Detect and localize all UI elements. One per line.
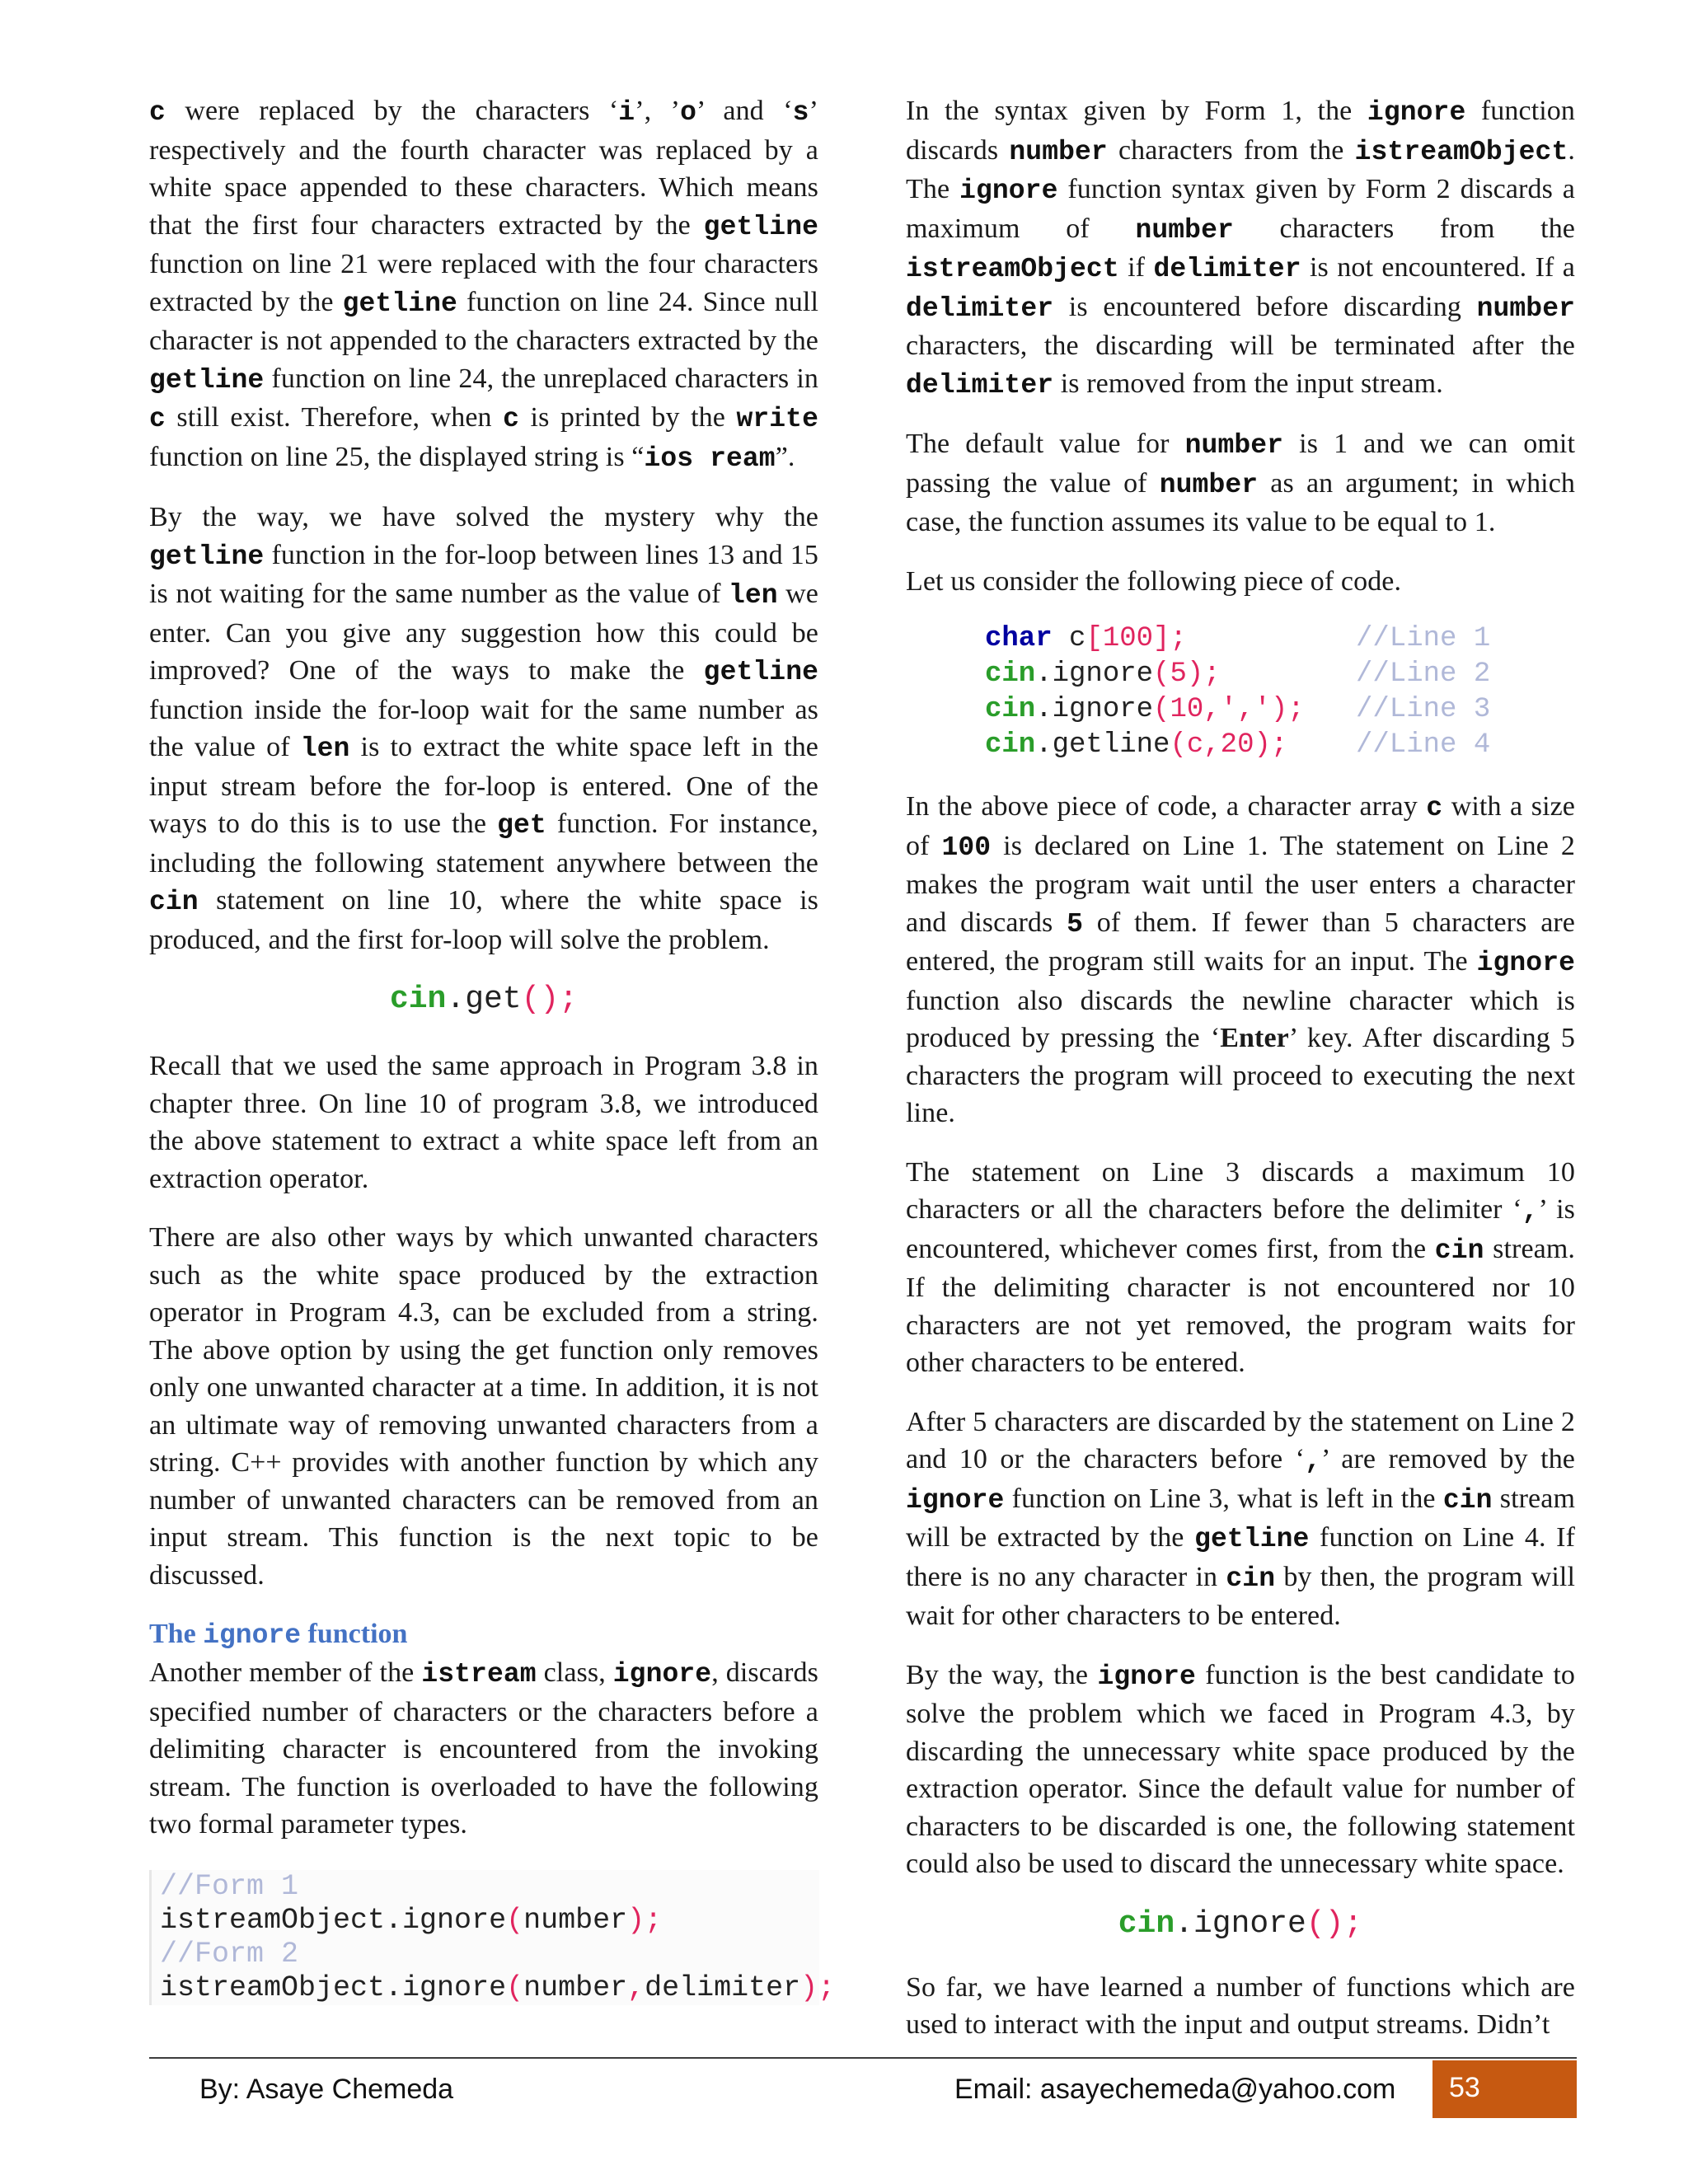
paragraph: [906, 92, 1575, 404]
text-segment: is removed from the input stream.: [1053, 368, 1443, 399]
inline-code: getline: [703, 657, 818, 687]
code-token: get: [465, 982, 522, 1017]
code-comment: //Line 4: [1356, 729, 1491, 761]
inline-code: get: [497, 810, 546, 841]
code-token: );: [627, 1903, 663, 1937]
inline-code: ignore: [1367, 97, 1466, 128]
text-segment: is not encountered. If a: [1301, 252, 1575, 283]
text-segment: Another member of the: [149, 1657, 422, 1688]
text-segment: function discards: [906, 96, 1575, 166]
right-column: [906, 92, 1575, 2065]
text-segment: There are also other ways by which unwanted characters such as the white space produced by the extraction operator in Program 4.3, can be excluded from a string. The above option by using the get function only removes only one unwanted character at a time. In addition, it is not an ultimate way of removing unwanted characters from a string. C++ provides with another function by which any number of unwanted characters can be removed from an input stream. This function is the next topic to be discussed.: [149, 1222, 818, 1591]
inline-code: s: [792, 97, 809, 128]
text-segment: ’ respectively and the fourth character was replaced by a white space appended to these characters. Which means that the first four characters extracted by the: [149, 96, 818, 241]
text-segment: is printed by the: [519, 402, 737, 433]
paragraph: [906, 1154, 1575, 1382]
code-comment: //Form 1: [160, 1869, 299, 1903]
inline-code: ignore: [612, 1659, 712, 1690]
text-segment: with a size of: [906, 791, 1575, 861]
text-segment: After 5 characters are discarded by the statement on Line 2 and 10 or the characters before ‘: [906, 1406, 1575, 1474]
text-segment: characters from the: [1107, 134, 1355, 166]
inline-code: ignore: [906, 1484, 1005, 1516]
text-segment: ’ are removed by the: [1320, 1444, 1575, 1474]
paragraph: [906, 425, 1575, 541]
inline-code: len: [728, 580, 778, 611]
inline-code: istreamObject: [906, 254, 1119, 284]
text-segment: is 1 and we can omit passing the value of: [906, 429, 1575, 499]
code-token: .ignore: [385, 1971, 507, 2004]
inline-code: len: [300, 733, 350, 764]
code-token: .ignore: [1035, 658, 1154, 690]
text-segment: stream will be extracted by the: [906, 1483, 1575, 1553]
page-number: 53: [1449, 2072, 1480, 2103]
section-heading: [149, 1615, 818, 1654]
inline-code: c: [149, 97, 166, 128]
inline-code: cin: [1226, 1563, 1276, 1594]
inline-code: c: [149, 404, 166, 434]
text-segment: function inside the for-loop wait for the same number as the value of: [149, 694, 818, 762]
heading-text: The: [149, 1619, 204, 1649]
text-segment: function on line 25, the displayed string is “: [149, 441, 645, 472]
text-segment: still exist. Therefore, when: [165, 402, 504, 433]
code-statement: [985, 692, 1356, 728]
text-segment: by then, the program will wait for other characters to be entered.: [906, 1561, 1575, 1631]
inline-code: write: [736, 404, 818, 434]
footer-email: Email: asayechemeda@yahoo.com: [954, 2074, 1396, 2105]
code-line: [985, 692, 1575, 728]
text-segment: we enter. Can you give any suggestion how this could be improved? One of the ways to make the: [149, 579, 818, 686]
code-token: .ignore: [1035, 694, 1154, 725]
code-comment: //Line 3: [1356, 694, 1491, 725]
paragraph: [906, 1657, 1575, 1883]
code-line: [160, 1971, 836, 2005]
text-segment: ’ key. After discarding 5 characters the program will proceed to executing the next line.: [906, 1023, 1575, 1128]
code-token: c: [1052, 623, 1086, 654]
inline-code: ignore: [1097, 1661, 1196, 1692]
left-column: [149, 92, 836, 2030]
code-token: ();: [521, 982, 579, 1017]
text-segment: function in the for-loop between lines 13 and 15 is not waiting for the same number as the value of: [149, 539, 818, 609]
code-line: [985, 657, 1575, 692]
text-segment: were replaced by the characters ‘: [165, 96, 619, 126]
inline-code: number: [1135, 214, 1234, 246]
code-token: (5);: [1153, 658, 1221, 690]
code-token: cin: [985, 729, 1036, 761]
inline-code: ios ream: [644, 443, 776, 474]
inline-code: ,: [1522, 1196, 1539, 1226]
inline-code: istreamObject: [1354, 136, 1568, 167]
code-comment: //Line 1: [1356, 623, 1491, 654]
text-segment: function syntax given by Form 2 discards a maximum of: [906, 174, 1575, 244]
code-token: cin: [985, 694, 1036, 725]
text-segment: By the way, the: [906, 1659, 1098, 1690]
code-token: delimiter: [645, 1971, 801, 2004]
paragraph: [906, 788, 1575, 1132]
code-token: .: [1175, 1905, 1193, 1942]
code-line: [160, 1904, 819, 1938]
footer-author: By: Asaye Chemeda: [199, 2074, 454, 2105]
code-snippet-get: [149, 980, 818, 1019]
code-token: ();: [1306, 1905, 1363, 1942]
code-comment: //Line 2: [1356, 658, 1491, 690]
text-segment: ’ and ‘: [696, 96, 793, 126]
inline-code: delimiter: [906, 293, 1054, 324]
code-statement: [985, 657, 1356, 692]
code-token: ignore: [1193, 1905, 1306, 1942]
code-statement: [985, 728, 1356, 763]
inline-code: ,: [1305, 1446, 1321, 1476]
code-token: );: [800, 1971, 836, 2004]
heading-text: function: [301, 1619, 408, 1649]
paragraph: [149, 92, 818, 477]
text-segment: In the above piece of code, a character array: [906, 791, 1427, 822]
code-token: number: [523, 1903, 628, 1937]
code-token: (: [506, 1903, 524, 1937]
text-segment: function on line 21 were replaced with the four characters extracted by the: [149, 249, 818, 317]
paragraph: [149, 1654, 818, 1844]
text-segment: is encountered before discarding: [1053, 291, 1477, 322]
footer-divider: [149, 2057, 1577, 2059]
paragraph: [149, 499, 818, 958]
inline-code: number: [1159, 469, 1259, 500]
text-segment: statement on line 10, where the white space is produced, and the first for-loop will solve the problem.: [149, 885, 818, 955]
code-token: cin: [389, 982, 447, 1017]
inline-code: delimiter: [1153, 254, 1301, 284]
text-segment: ”.: [775, 441, 795, 472]
text-segment: is to extract the white space left in the input stream before the for-loop is entered. One of the ways to do this is to use the: [149, 732, 818, 839]
inline-code: istream: [421, 1659, 537, 1690]
inline-code: c: [1426, 793, 1443, 823]
inline-code: ignore: [959, 176, 1058, 206]
inline-code: number: [1009, 136, 1108, 167]
text-segment: of them. If fewer than 5 characters are entered, the program still waits for an input. The: [906, 907, 1575, 977]
code-token: istreamObject: [160, 1903, 386, 1937]
text-segment: Recall that we used the same approach in Program 3.8 in chapter three. On line 10 of program 3.8, we introduced the above statement to extract a white space left from an extraction operator.: [149, 1051, 818, 1194]
code-snippet-ignore: [906, 1905, 1575, 1944]
text-segment: ’ is encountered, whichever comes first, from the: [906, 1194, 1575, 1264]
text-segment: function on Line 3, what is left in the: [1004, 1483, 1443, 1514]
inline-code: i: [618, 97, 635, 128]
text-segment: as an argument; in which case, the function assumes its value to be equal to 1.: [906, 467, 1575, 537]
page-number-box: [1432, 2060, 1577, 2118]
code-token: char: [985, 623, 1053, 654]
inline-code: getline: [149, 541, 265, 572]
inline-code: cin: [149, 887, 199, 917]
text-segment: The default value for: [906, 429, 1185, 459]
inline-code: number: [1476, 293, 1575, 324]
inline-code: getline: [703, 211, 818, 242]
inline-code: o: [680, 97, 697, 128]
inline-code: cin: [1434, 1235, 1484, 1266]
inline-code: cin: [1442, 1484, 1493, 1516]
code-block-forms: [149, 1869, 836, 2005]
code-token: cin: [1118, 1905, 1175, 1942]
code-token: (c,20);: [1170, 729, 1288, 761]
inline-code: 5: [1067, 908, 1084, 940]
code-block-example: [985, 621, 1575, 763]
text-segment: . The: [906, 134, 1575, 204]
inline-code: 100: [941, 832, 992, 863]
inline-code: ignore: [1476, 948, 1575, 978]
code-token: [100];: [1085, 623, 1187, 654]
code-token: .ignore: [385, 1903, 507, 1937]
text-segment: So far, we have learned a number of functions which are used to interact with the input and output streams. Didn’t: [906, 1971, 1575, 2040]
code-line: [985, 621, 1575, 657]
text-segment: In the syntax given by Form 1, the: [906, 96, 1367, 126]
text-segment: By the way, we have solved the mystery why the: [149, 502, 818, 532]
text-segment: function. For instance, including the following statement anywhere between the: [149, 808, 818, 879]
text-segment: function is the best candidate to solve the problem which we faced in Program 4.3, by discarding the unnecessary white space produced by the extraction operator. Since the default value for number of characters to be discarded is one, the following statement could also be used to discard the unnecessary white space.: [906, 1659, 1575, 1879]
heading-code: ignore: [203, 1620, 302, 1651]
inline-code: getline: [149, 364, 265, 396]
text-segment: ’, ’: [635, 96, 681, 126]
inline-code: number: [1184, 430, 1284, 461]
text-segment: characters, the discarding will be terminated after the: [906, 330, 1575, 361]
text-segment: stream. If the delimiting character is not encountered nor 10 characters are not yet removed, the program waits for other characters to be entered.: [906, 1233, 1575, 1378]
text-segment: function on Line 4. If there is no any character in: [906, 1522, 1575, 1592]
inline-code: delimiter: [906, 369, 1054, 401]
code-token: (10,',');: [1153, 694, 1305, 725]
code-line: [985, 728, 1575, 763]
paragraph: [906, 563, 1575, 601]
inline-code: c: [503, 404, 520, 434]
inline-code: getline: [1194, 1524, 1310, 1554]
code-token: .: [446, 982, 466, 1017]
code-token: .getline: [1035, 729, 1170, 761]
paragraph: [149, 1047, 818, 1197]
paragraph: [149, 1219, 818, 1594]
code-token: cin: [985, 658, 1036, 690]
paragraph: [906, 1969, 1575, 2044]
text-segment: The statement on Line 3 discards a maximum 10 characters or all the characters before the delimiter ‘: [906, 1156, 1575, 1225]
bold-text: Enter: [1220, 1023, 1289, 1053]
code-token: number: [523, 1971, 628, 2004]
code-token: (: [506, 1971, 524, 2004]
text-segment: function on line 24. Since null character is not appended to the characters extracted by the: [149, 286, 818, 356]
code-comment: //Form 2: [160, 1937, 299, 1971]
text-segment: characters from the: [1233, 213, 1575, 244]
text-segment: class,: [536, 1657, 613, 1688]
text-segment: function on line 24, the unreplaced characters in: [264, 363, 818, 394]
text-segment: , discards specified number of characters or the characters before a delimiting character is encountered from the invoking stream. The function is overloaded to have the following two formal parameter types.: [149, 1657, 818, 1840]
text-segment: function also discards the newline character which is produced by pressing the ‘: [906, 985, 1575, 1053]
code-token: istreamObject: [160, 1971, 386, 2004]
code-statement: [985, 621, 1356, 657]
text-segment: is declared on Line 1. The statement on Line 2 makes the program wait until the user enters a character and discards: [906, 830, 1576, 938]
text-segment: Let us consider the following piece of code.: [906, 565, 1402, 597]
inline-code: getline: [342, 288, 457, 319]
paragraph: [906, 1404, 1575, 1635]
text-segment: if: [1118, 252, 1154, 283]
code-token: ,: [627, 1971, 645, 2004]
